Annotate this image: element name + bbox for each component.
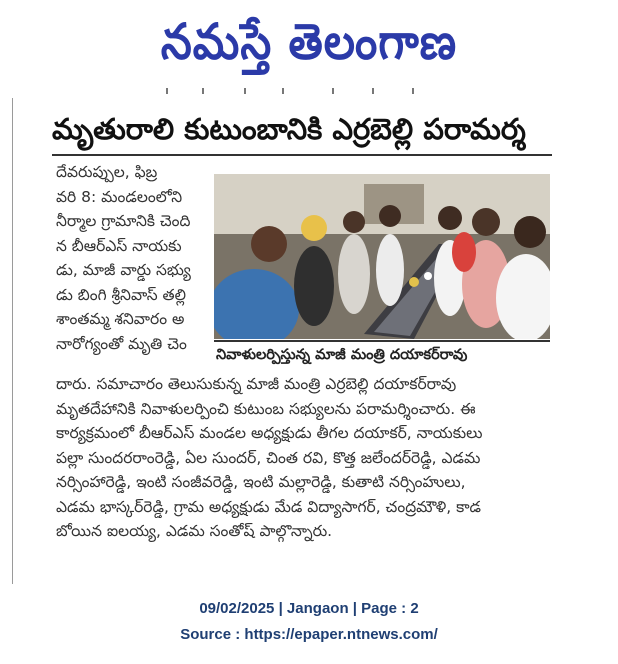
body-line: కార్యక్రమంలో బీఆర్ఎస్ మండల అధ్యక్షుడు తీగల దయాకర్, నాయకులు [56, 424, 483, 442]
source-link[interactable]: Source : https://epaper.ntnews.com/ [180, 626, 438, 643]
column-line: శాంతమ్మ శనివారం అ [56, 310, 185, 328]
photo-caption: నివాళులర్పిస్తున్న మాజీ మంత్రి దయాకర్‌రావు [214, 340, 550, 368]
article-column-text [56, 160, 210, 356]
column-line: డు, మాజీ వార్డు సభ్యు [56, 261, 191, 279]
photo-illustration [214, 174, 550, 339]
column-line: న బీఆర్ఎస్ నాయకు [56, 236, 182, 255]
body-line: మృతదేహానికి నివాళులర్పించి కుటుంబ సభ్యులను పరామర్శించారు. ఈ [56, 399, 476, 418]
headline-rule [52, 154, 552, 156]
clipping-left-edge [12, 98, 13, 584]
column-line: డు బింగి శ్రీనివాస్ తల్లి [56, 285, 186, 304]
column-line: దేవరుప్పుల, ఫిబ్ర [56, 163, 158, 181]
body-line: దారు. సమాచారం తెలుసుకున్న మాజీ మంత్రి ఎర్రబెల్లి దయాకర్‌రావు [56, 375, 457, 393]
article-headline: మృతురాలి కుటుంబానికి ఎర్రబెల్లి పరామర్శ [52, 112, 526, 146]
column-line: వరి 8: మండలంలోని [56, 187, 183, 206]
body-line: పల్లా సుందరరాంరెడ్డి, ఏల సుందర్, చింత రవి, కొత్త జలేందర్‌రెడ్డి, ఎడమ [56, 448, 481, 467]
masthead-title: నమస్తే తెలంగాణ [160, 13, 458, 72]
news-photo [214, 174, 550, 339]
edition-meta: 09/02/2025 | Jangaon | Page : 2 [199, 600, 419, 617]
article-clipping [12, 88, 560, 584]
newspaper-masthead [0, 8, 618, 78]
body-line: ఎడమ భాస్కర్‌రెడ్డి, గ్రామ అధ్యక్షుడు మేడ విద్యాసాగర్, చంద్రమౌళి, కాడ [56, 497, 481, 516]
clipping-top-edge-fragment [162, 88, 432, 95]
column-line: నారోగ్యంతో మృతి చెం [56, 334, 187, 353]
body-line: బోయిన ఐలయ్య, ఎడమ సంతోష్ పాల్గొన్నారు. [56, 522, 333, 540]
article-body-text [56, 372, 552, 544]
body-line: నర్సింహారెడ్డి, ఇంటి సంజీవరెడ్డి, ఇంటి మల్లారెడ్డి, కుతాటి నర్సింహులు, [56, 473, 466, 491]
column-line: నీర్మాల గ్రామానికి చెంది [56, 212, 191, 230]
